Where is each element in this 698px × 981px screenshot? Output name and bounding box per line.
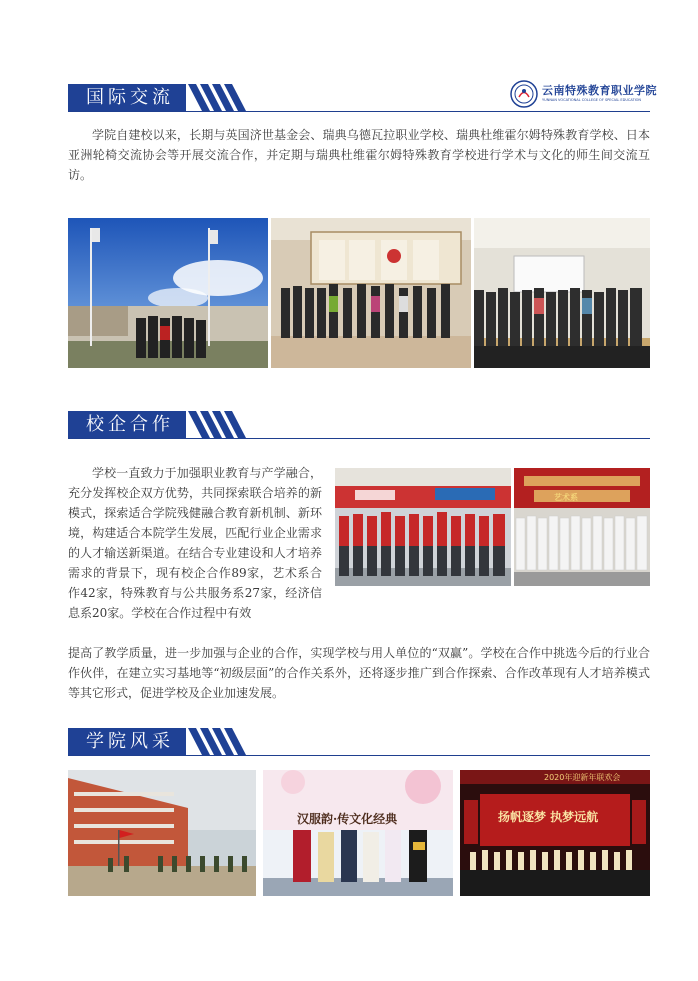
cooperation-paragraph-wrapped: 学校一直致力于加强职业教育与产学融合，充分发挥校企双方优势，共同探索联合培养的新模式，探索适合学院残健融合教育新机制、新环境，构建适合本院学生发展，匹配行业企业需求的人才输送新渠道。在结合专业建设和人才培养需求的背景下，现有校企合作89家，艺术系合作42家，特殊教育与公共服务系27家，经济信息系20家。学校在合作过程中有效 — [68, 466, 322, 620]
photo-supermarket-staff — [335, 468, 511, 586]
stripes-decoration — [188, 411, 248, 438]
logo-name-en: YUNNAN VOCATIONAL COLLEGE OF SPECIAL EDUCATION — [542, 98, 641, 102]
photo-new-year-gala — [460, 770, 650, 896]
banner-hanfu: 汉服韵·传文化经典 — [297, 812, 398, 826]
section-header-cooperation — [68, 411, 650, 439]
section-title-campus: 学院风采 — [68, 728, 186, 755]
photo-military-drill — [68, 770, 256, 896]
international-paragraph: 学院自建校以来，长期与英国济世基金会、瑞典乌德瓦拉职业学校、瑞典杜维霍尔姆特殊教育学校、日本亚洲轮椅交流协会等开展交流合作，并定期与瑞典杜维霍尔姆特殊教育学校进行学术与文化的师生间交流互访。 — [68, 128, 650, 182]
stripes-decoration — [188, 728, 248, 755]
photo-art-dept-lab — [514, 468, 650, 586]
photo-flags-group — [68, 218, 268, 368]
logo-name-cn: 云南特殊教育职业学院 — [542, 84, 657, 97]
section-header-international — [68, 84, 650, 112]
banner-gala-top: 2020年迎新年联欢会 — [544, 773, 621, 782]
section-title-cooperation: 校企合作 — [68, 411, 186, 438]
photo-classroom-group — [474, 218, 650, 368]
photo-hanfu-performance — [263, 770, 453, 896]
section-title-international: 国际交流 — [68, 84, 186, 111]
stripes-decoration — [188, 84, 248, 111]
section-header-campus — [68, 728, 650, 756]
banner-art-dept: 艺术系 — [554, 493, 578, 502]
banner-gala-main: 扬帆逐梦 执梦远航 — [498, 810, 599, 824]
photo-visit-group — [271, 218, 471, 368]
cooperation-paragraph-full: 提高了教学质量，进一步加强与企业的合作，实现学校与用人单位的“双赢”。学校在合作中挑选今后的行业合作伙伴，在建立实习基地等“初级层面”的合作关系外，还将逐步推广到合作探索、合作改革现有人才培养模式等其它形式，促进学校及企业加速发展。 — [68, 646, 650, 700]
